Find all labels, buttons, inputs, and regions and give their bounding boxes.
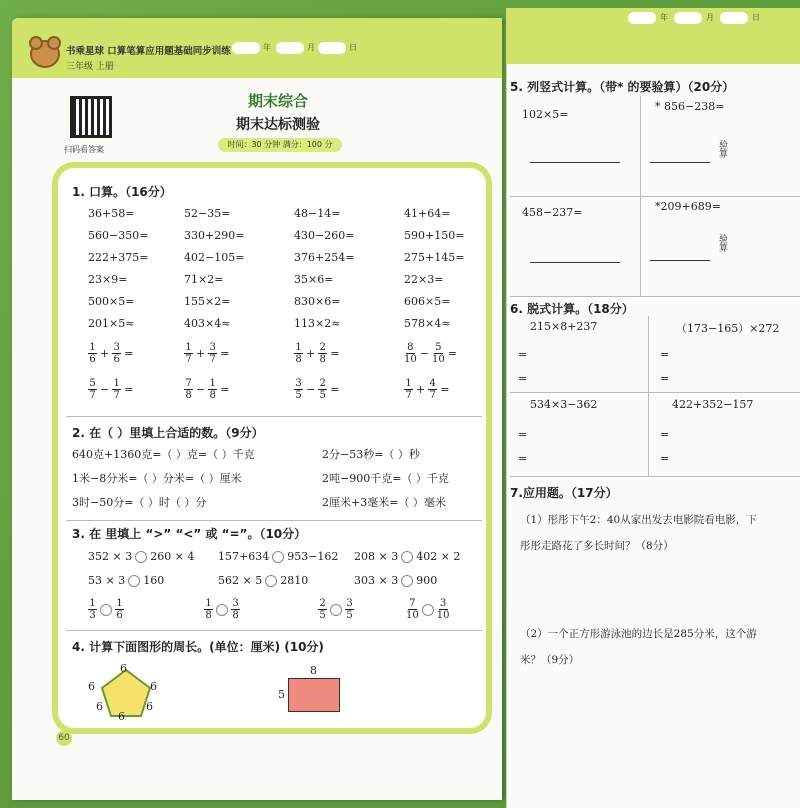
fill-blank-item: 2分−53秒=（ ）秒 (322, 448, 420, 461)
denominator: 7 (405, 390, 412, 401)
compare-fraction-item (88, 598, 124, 621)
answer-circle[interactable] (401, 575, 413, 587)
oral-calc-item: 376+254= (294, 251, 355, 264)
numerator: 1 (113, 378, 120, 389)
eq-mark: = (660, 452, 670, 465)
compare-fraction-item (406, 598, 449, 621)
numerator: 2 (319, 378, 326, 389)
numerator: 1 (89, 598, 96, 609)
compare-fraction-item (204, 598, 240, 621)
qr-code-icon (70, 96, 112, 138)
fraction (318, 598, 327, 621)
answer-circle[interactable] (422, 604, 434, 616)
compare-item (218, 550, 338, 563)
left-expr: 303 × 3 (354, 574, 399, 587)
numerator: 1 (185, 342, 192, 353)
eq-mark: = (660, 428, 670, 441)
eq-mark: = (660, 348, 670, 361)
answer-circle[interactable] (216, 604, 228, 616)
fraction (88, 378, 97, 401)
oral-calc-item: 22×3= (404, 273, 444, 286)
numerator: 5 (89, 378, 96, 389)
word-problem-1-line2: 彤彤走路花了多长时间？（8分） (520, 540, 674, 552)
fraction-item (184, 378, 229, 401)
fraction (112, 378, 121, 401)
denominator: 8 (185, 390, 192, 401)
compare-item (354, 574, 437, 587)
rect-height-label: 5 (278, 688, 285, 701)
numerator: 3 (346, 598, 353, 609)
rect-width-label: 8 (310, 664, 317, 677)
numerator: 3 (209, 342, 216, 353)
compare-item (88, 574, 164, 587)
denominator: 8 (205, 610, 212, 621)
answer-circle[interactable] (401, 551, 413, 563)
oral-calc-item: 222+375= (88, 251, 149, 264)
fraction (345, 598, 354, 621)
denominator: 5 (346, 610, 353, 621)
right-expr: 2810 (280, 574, 309, 587)
denominator: 5 (295, 390, 302, 401)
left-expr: 157+634 (218, 550, 270, 563)
word-problem-1-line1: （1）彤彤下午2：40从家出发去电影院看电影，下 (520, 514, 757, 526)
fraction (184, 342, 193, 365)
section7-title: 7.应用题。（17分） (510, 486, 618, 500)
section2-title: 2. 在（ ）里填上合适的数。（9分） (72, 426, 264, 440)
fraction (208, 342, 217, 365)
section1-title: 1. 口算。（16分） (72, 185, 172, 199)
oral-calc-item: 201×5≈ (88, 317, 135, 330)
compare-item (354, 550, 460, 563)
mixed-calc-2: （173−165）×272 (676, 322, 780, 335)
numerator: 7 (185, 378, 192, 389)
operator: − (196, 383, 206, 396)
fraction (318, 342, 327, 365)
oral-calc-item: 48−14= (294, 207, 341, 220)
numerator: 5 (435, 342, 442, 353)
oral-calc-item: 155×2= (184, 295, 231, 308)
page-title: 期末综合 (248, 92, 309, 110)
fraction-item (88, 342, 133, 365)
fraction (88, 342, 97, 365)
oral-calc-item: 52−35= (184, 207, 231, 220)
pentagon-figure (96, 666, 156, 726)
answer-circle[interactable] (265, 575, 277, 587)
column-divider (648, 316, 649, 476)
vertical-calc-4: *209+689= (655, 200, 721, 213)
fraction-item (404, 378, 449, 401)
right-date-day-label: 日 (752, 13, 760, 22)
oral-calc-item: 41+64= (404, 207, 451, 220)
fraction (184, 378, 193, 401)
date-day-box (318, 42, 346, 54)
pentagon-side-lower-right: 6 (146, 700, 153, 713)
answer-circle[interactable] (128, 575, 140, 587)
oral-calc-item: 113×2≈ (294, 317, 341, 330)
right-date-month-box (674, 12, 702, 24)
numerator: 1 (405, 378, 412, 389)
oral-calc-item: 35×6= (294, 273, 334, 286)
numerator: 3 (439, 598, 447, 609)
mixed-calc-4: 422+352−157 (672, 398, 754, 411)
oral-calc-item: 430−260= (294, 229, 355, 242)
eq-mark: = (518, 428, 528, 441)
equals-sign: = (220, 347, 230, 360)
denominator: 10 (436, 610, 450, 621)
divider (510, 196, 800, 197)
fraction (318, 378, 327, 401)
denominator: 7 (113, 390, 120, 401)
fraction (432, 342, 445, 365)
oral-calc-item: 275+145= (404, 251, 465, 264)
pentagon-side-lower-left: 6 (96, 700, 103, 713)
equals-sign: = (330, 383, 340, 396)
denominator: 8 (319, 354, 326, 365)
fill-blank-item: 640克+1360克=（ ）克=（ ）千克 (72, 448, 255, 461)
calc-line (530, 262, 620, 263)
eq-mark: = (518, 348, 528, 361)
answer-circle[interactable] (272, 551, 284, 563)
compare-fraction-item (318, 598, 354, 621)
date-day-label: 日 (349, 43, 357, 52)
compare-item (88, 550, 194, 563)
bear-logo-icon (30, 40, 60, 68)
operator: + (416, 383, 426, 396)
denominator: 6 (89, 354, 96, 365)
section6-title: 6. 脱式计算。（18分） (510, 302, 634, 316)
vertical-calc-3: 458−237= (522, 206, 583, 219)
oral-calc-item: 330+290= (184, 229, 245, 242)
equals-sign: = (124, 383, 134, 396)
date-year-box (232, 42, 260, 54)
series-title: 书乘星球 口算笔算应用题基础同步训练 (66, 46, 231, 57)
fill-blank-item: 2厘米+3毫米=（ ）毫米 (322, 496, 446, 509)
numerator: 4 (429, 378, 436, 389)
denominator: 5 (319, 390, 326, 401)
date-month-box (276, 42, 304, 54)
fraction (294, 342, 303, 365)
check-label-1: 验算 (717, 140, 727, 158)
page-subtitle: 期末达标测验 (236, 117, 320, 133)
denominator: 10 (406, 610, 419, 621)
date-year-label: 年 (263, 43, 271, 52)
oral-calc-item: 403×4≈ (184, 317, 231, 330)
fraction-item (294, 342, 339, 365)
numerator: 1 (209, 378, 216, 389)
page-number: 60 (56, 730, 72, 746)
pentagon-side-bottom: 6 (118, 710, 125, 723)
numerator: 1 (116, 598, 123, 609)
oral-calc-item: 500×5= (88, 295, 135, 308)
word-problem-2-line1: （2）一个正方形游泳池的边长是285分米，这个游 (520, 628, 757, 640)
fraction (88, 598, 97, 621)
fraction (428, 378, 437, 401)
check-label-2: 验算 (717, 234, 727, 252)
left-expr: 352 × 3 (88, 550, 133, 563)
oral-calc-item: 23×9= (88, 273, 128, 286)
fraction (404, 378, 413, 401)
numerator: 7 (409, 598, 416, 609)
eq-mark: = (518, 452, 528, 465)
fraction (204, 598, 213, 621)
fraction (115, 598, 124, 621)
fraction (208, 378, 217, 401)
denominator: 10 (431, 354, 445, 365)
right-date-year-label: 年 (660, 13, 668, 22)
numerator: 8 (407, 342, 414, 353)
denominator: 6 (113, 354, 120, 365)
fraction-item (184, 342, 229, 365)
eq-mark: = (518, 372, 528, 385)
calc-line (530, 162, 620, 163)
denominator: 8 (232, 610, 239, 621)
numerator: 3 (113, 342, 120, 353)
denominator: 7 (429, 390, 436, 401)
pentagon-side-top: 6 (120, 662, 127, 675)
oral-calc-item: 606×5= (404, 295, 451, 308)
fraction (406, 598, 419, 621)
oral-calc-item: 590+150= (404, 229, 465, 242)
section3-title: 3. 在 里填上 “>” “<” 或 “=”。（10分） (72, 527, 307, 541)
fraction (294, 378, 303, 401)
right-expr: 260 × 4 (150, 550, 195, 563)
oral-calc-item: 36+58= (88, 207, 135, 220)
fraction (112, 342, 121, 365)
fill-blank-item: 3时−50分=（ ）时（ ）分 (72, 496, 207, 509)
denominator: 7 (185, 354, 192, 365)
calc-line (650, 260, 710, 261)
oral-calc-item: 578×4≈ (404, 317, 451, 330)
denominator: 8 (209, 390, 216, 401)
column-divider (640, 96, 641, 296)
fill-blank-item: 1米−8分米=（ ）分米=（ ）厘米 (72, 472, 242, 485)
equals-sign: = (440, 383, 450, 396)
numerator: 1 (295, 342, 302, 353)
right-date-day-box (720, 12, 748, 24)
divider (510, 392, 800, 393)
left-expr: 208 × 3 (354, 550, 399, 563)
denominator: 7 (209, 354, 216, 365)
fraction-item (294, 378, 339, 401)
vertical-calc-2: * 856−238= (655, 100, 725, 113)
qr-caption: 扫码看答案 (64, 145, 104, 154)
oral-calc-item: 830×6= (294, 295, 341, 308)
denominator: 3 (89, 610, 96, 621)
right-date-year-box (628, 12, 656, 24)
numerator: 3 (232, 598, 239, 609)
pentagon-side-left: 6 (88, 680, 95, 693)
divider (66, 416, 482, 417)
left-expr: 562 × 5 (218, 574, 263, 587)
numerator: 2 (319, 342, 326, 353)
operator: + (306, 347, 316, 360)
eq-mark: = (660, 372, 670, 385)
right-expr: 160 (143, 574, 165, 587)
divider (510, 296, 800, 297)
answer-circle[interactable] (135, 551, 147, 563)
numerator: 1 (89, 342, 96, 353)
numerator: 3 (295, 378, 302, 389)
operator: − (306, 383, 316, 396)
operator: − (100, 383, 110, 396)
oral-calc-item: 71×2= (184, 273, 224, 286)
fill-blank-item: 2吨−900千克=（ ）千克 (322, 472, 449, 485)
equals-sign: = (447, 347, 457, 360)
fraction-item (404, 342, 457, 365)
word-problem-2-line2: 米？（9分） (520, 654, 580, 666)
denominator: 6 (116, 610, 123, 621)
section4-title: 4. 计算下面图形的周长。(单位：厘米) (10分) (72, 640, 324, 654)
fraction-item (88, 378, 133, 401)
calc-line (650, 162, 710, 163)
denominator: 8 (295, 354, 302, 365)
left-expr: 53 × 3 (88, 574, 126, 587)
vertical-calc-1: 102×5= (522, 108, 569, 121)
denominator: 7 (89, 390, 96, 401)
right-expr: 402 × 2 (416, 550, 461, 563)
denominator: 5 (319, 610, 326, 621)
operator: + (196, 347, 206, 360)
fraction (404, 342, 417, 365)
fraction (437, 598, 450, 621)
fraction (231, 598, 240, 621)
equals-sign: = (330, 347, 340, 360)
equals-sign: = (220, 383, 230, 396)
divider (66, 630, 482, 631)
operator: + (100, 347, 110, 360)
section5-title: 5. 列竖式计算。（带* 的要验算）（20分） (510, 80, 735, 94)
compare-item (218, 574, 308, 587)
divider (66, 520, 482, 521)
mixed-calc-1: 215×8+237 (530, 320, 598, 333)
pentagon-side-right: 6 (150, 680, 157, 693)
oral-calc-item: 402−105= (184, 251, 245, 264)
operator: − (419, 347, 429, 360)
numerator: 2 (319, 598, 326, 609)
right-expr: 900 (416, 574, 438, 587)
divider (510, 476, 800, 477)
numerator: 1 (205, 598, 212, 609)
oral-calc-item: 560−350= (88, 229, 149, 242)
mixed-calc-3: 534×3−362 (530, 398, 598, 411)
right-date-month-label: 月 (706, 13, 714, 22)
grade-label: 三年级 上册 (66, 62, 114, 72)
equals-sign: = (124, 347, 134, 360)
answer-circle[interactable] (330, 604, 342, 616)
date-month-label: 月 (307, 43, 315, 52)
rectangle-figure (288, 678, 340, 712)
time-score-bar: 时间：30 分钟 满分：100 分 (218, 138, 342, 152)
right-expr: 953−162 (287, 550, 339, 563)
answer-circle[interactable] (100, 604, 112, 616)
denominator: 10 (404, 354, 417, 365)
